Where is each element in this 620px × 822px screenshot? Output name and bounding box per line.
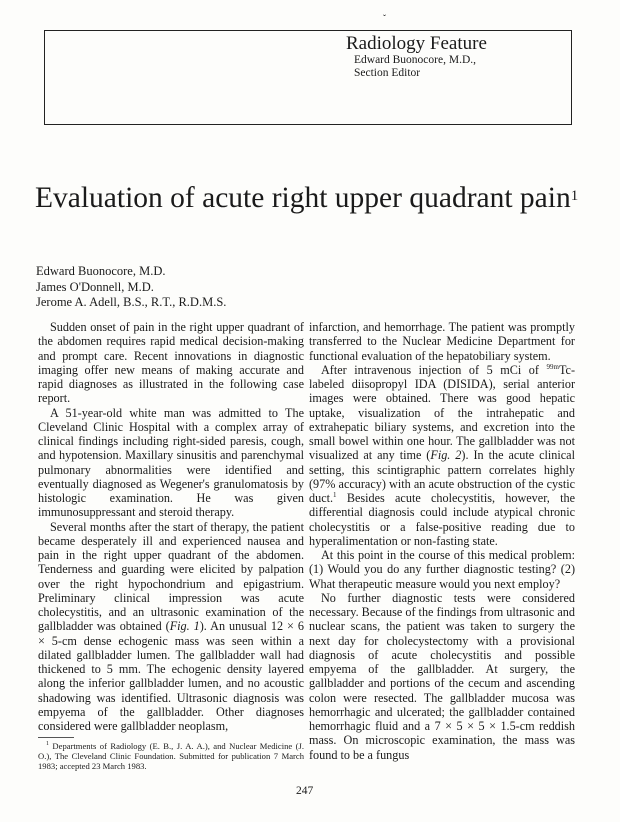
footnote-text: Departments of Radiology (E. B., J. A. A.), and Nuclear Medicine (J. O.), The Cleveland Clinic Foundation. Submitted for publication 7 March 1983; accepted 23 March 1983.	[38, 741, 304, 772]
author-1: Edward Buonocore, M.D.	[36, 264, 166, 278]
paragraph-case: A 51-year-old white man was admitted to The Cleveland Clinic Hospital with a complex array of clinical findings including right-sided paresis, cough, and hypotension. Maxillary sinusitis and parenchymal pulmonary abnormalities were identified and eventually diagnosed as Wegener's granulomatosis by histologic examination. He was given immunosuppressant and steroid therapy.	[38, 405, 304, 520]
isotope-superscript: 99m	[546, 362, 559, 371]
reference-1-marker[interactable]: 1	[333, 490, 337, 499]
scinti-text-a: After intravenous injection of 5 mCi of	[321, 362, 547, 377]
top-mark: ˇ	[383, 13, 386, 23]
scinti-text-d: Besides acute cholecystitis, however, the differential diagnosis could include atypical chronic cholecystitis or a false-positive reading due to hyperalimentation or non-fasting state.	[309, 491, 575, 548]
author-2: James O'Donnell, M.D.	[36, 279, 154, 294]
feature-title: Radiology Feature	[346, 33, 487, 54]
article-title	[35, 183, 595, 213]
author-list	[36, 264, 226, 311]
scinti-text-c: ). In the acute clinical setting, this scintigraphic pattern correlates highly (97% accuracy) with an acute obstruction of the cystic duct.	[309, 448, 575, 505]
fig-1-link[interactable]: Fig. 1	[169, 619, 200, 634]
section-editor-name: Edward Buonocore, M.D.,	[354, 54, 477, 66]
right-column	[309, 320, 575, 762]
fig-2-link[interactable]: Fig. 2	[430, 448, 462, 463]
section-editor-role: Section Editor	[354, 67, 421, 79]
scinti-text-b: Tc-labeled diisopropyl IDA (DISIDA), serial anterior images were obtained. There was good hepatic uptake, visualization of the intrahepatic and extrahepatic biliary systems, and excretion into the small bowel within one hour. The gallbladder was not visualized at any time (	[309, 362, 575, 463]
footnote	[38, 741, 304, 771]
paragraph-questions: At this point in the course of this medical problem: (1) Would you do any further diagnostic testing? (2) What therapeutic measure would you next employ?	[309, 548, 575, 591]
paragraph-scintigraphy	[309, 363, 575, 548]
left-column	[38, 320, 304, 771]
footnote-mark: 1	[46, 741, 49, 748]
feature-header	[346, 33, 526, 80]
paragraph-continued: infarction, and hemorrhage. The patient was promptly transferred to the Nuclear Medicine Department for functional evaluation of the hepatobiliary system.	[309, 320, 575, 363]
ultrasound-text-b: ). An unusual 12 × 6 × 5-cm dense echogenic mass was seen within a dilated gallbladder lumen. The gallbladder wall had thickened to 5 mm. The echogenic density layered along the inferior gallbladder lumen, and no acoustic shadowing was identified. Ultrasonic diagnosis was empyema of the gallbladder. Other diagnoses considered were gallbladder neoplasm,	[38, 619, 304, 733]
ultrasound-text-a: Several months after the start of therapy, the patient became desperately ill and experienced nausea and pain in the right upper quadrant of the abdomen. Tenderness and guarding were elicited by palpation over the right hypochondrium and epigastrium. Preliminary clinical impression was acute cholecystitis, and an ultrasonic examination of the gallbladder was obtained (	[38, 519, 304, 634]
article-title-text: Evaluation of acute right upper quadrant pain	[35, 182, 571, 214]
title-footnote-ref: 1	[570, 188, 579, 204]
paragraph-intro: Sudden onset of pain in the right upper quadrant of the abdomen requires rapid medical decision-making and prompt care. Recent innovations in diagnostic imaging offer new means of making accurate and rapid diagnoses as illustrated in the following case report.	[38, 320, 304, 406]
paragraph-ultrasound	[38, 520, 304, 734]
page-number: 247	[296, 785, 314, 797]
footnote-rule	[38, 737, 74, 738]
author-3: Jerome A. Adell, B.S., R.T., R.D.M.S.	[36, 295, 227, 309]
paragraph-surgery: No further diagnostic tests were considered necessary. Because of the findings from ultrasonic and nuclear scans, the patient was taken to surgery the next day for cholecystectomy with a provisional diagnosis of acute cholecystitis and possible empyema of the gallbladder. At surgery, the gallbladder and portions of the cecum and ascending colon were resected. The gallbladder mucosa was hemorrhagic and ulcerated; the gallbladder contained hemorrhagic fluid and a 7 × 5 × 5 × 1.5-cm reddish mass. On microscopic examination, the mass was found to be a fungus	[309, 590, 575, 762]
